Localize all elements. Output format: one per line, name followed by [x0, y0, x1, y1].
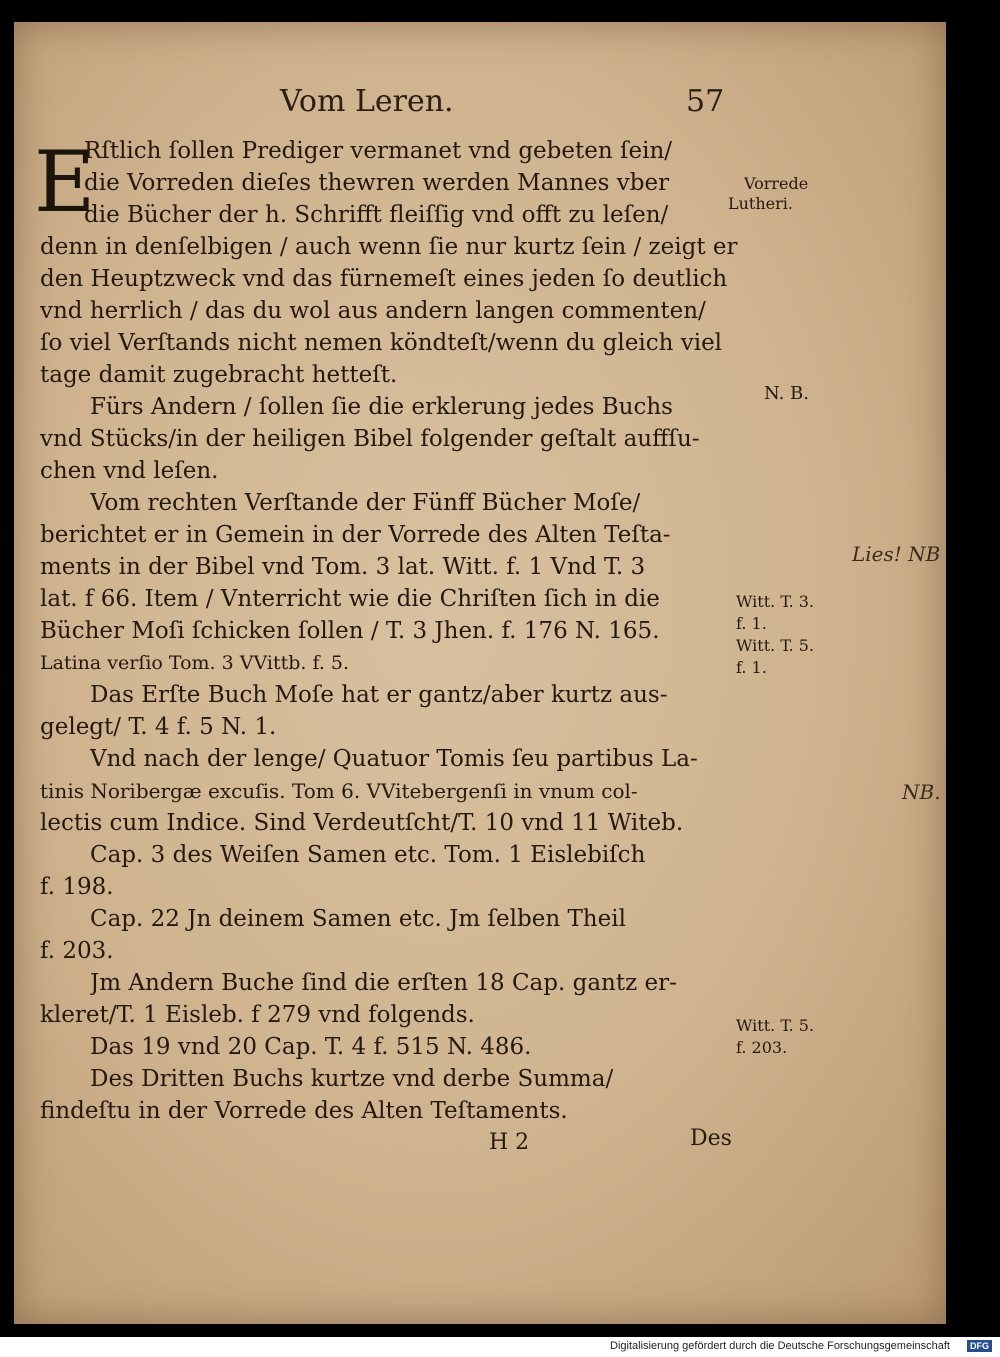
handwritten-note: NB.: [902, 780, 941, 804]
margin-note: f. 203.: [736, 1038, 788, 1057]
text-line: Vom rechten Verſtande der Fünff Bücher Moſe/: [90, 490, 641, 516]
banner-text: Digitalisierung gefördert durch die Deutsche Forschungsgemeinschaft: [610, 1340, 950, 1352]
text-line: chen vnd leſen.: [40, 458, 219, 484]
text-line: Fürs Andern / ſollen ſie die erklerung jedes Buchs: [90, 394, 673, 420]
text-line: f. 198.: [40, 874, 114, 900]
digitization-banner: [0, 1337, 1000, 1357]
text-line: ments in der Bibel vnd Tom. 3 lat. Witt. f. 1 Vnd T. 3: [40, 554, 646, 580]
text-line: Latina verſio Tom. 3 VVittb. f. 5.: [40, 652, 350, 674]
margin-note: Witt. T. 5.: [736, 1016, 815, 1035]
text-line: Cap. 3 des Weiſen Samen etc. Tom. 1 Eislebiſch: [90, 842, 646, 868]
page-number: 57: [686, 84, 725, 119]
text-line: berichtet er in Gemein in der Vorrede des Alten Teſta-: [40, 522, 671, 548]
running-title: Vom Leren.: [280, 84, 454, 119]
margin-note: Lutheri.: [728, 194, 793, 213]
text-line: Rſtlich ſollen Prediger vermanet vnd gebeten ſein/: [84, 138, 673, 164]
signature-mark: H 2: [489, 1130, 530, 1155]
margin-note: Witt. T. 3.: [736, 592, 815, 611]
dfg-logo: DFG: [967, 1340, 992, 1352]
catchword: Des: [690, 1126, 732, 1151]
text-line: Cap. 22 Jn deinem Samen etc. Jm ſelben Theil: [90, 906, 626, 932]
margin-note: f. 1.: [736, 614, 767, 633]
handwritten-note: Lies! NB: [852, 542, 941, 566]
text-line: denn in denſelbigen / auch wenn ſie nur kurtz ſein / zeigt er: [40, 234, 738, 260]
text-line: ſo viel Verſtands nicht nemen köndteſt/wenn du gleich viel: [40, 330, 723, 356]
margin-note: N. B.: [764, 383, 809, 404]
text-line: Jm Andern Buche ſind die erſten 18 Cap. gantz er-: [90, 970, 677, 996]
text-line: Des Dritten Buchs kurtze vnd derbe Summa/: [90, 1066, 614, 1092]
margin-note: f. 1.: [736, 658, 767, 677]
text-line: lat. f 66. Item / Vnterricht wie die Chriſten ſich in die: [40, 586, 660, 612]
book-page: [14, 22, 946, 1324]
text-line: tinis Noribergæ excuſis. Tom 6. VVitebergenſi in vnum col-: [40, 779, 638, 803]
text-line: gelegt/ T. 4 f. 5 N. 1.: [40, 714, 277, 740]
text-line: f. 203.: [40, 938, 114, 964]
text-line: Das 19 vnd 20 Cap. T. 4 f. 515 N. 486.: [90, 1034, 532, 1060]
text-line: die Bücher der h. Schrifft fleiſſig vnd offt zu leſen/: [84, 202, 669, 228]
margin-note: Vorrede: [744, 174, 809, 193]
text-line: Bücher Moſi ſchicken ſollen / T. 3 Jhen. f. 176 N. 165.: [40, 618, 660, 644]
margin-note: Witt. T. 5.: [736, 636, 815, 655]
text-line: Vnd nach der lenge/ Quatuor Tomis ſeu partibus La-: [90, 746, 698, 772]
text-line: die Vorreden dieſes thewren werden Mannes vber: [84, 170, 670, 196]
text-line: findeſtu in der Vorrede des Alten Teſtaments.: [40, 1098, 568, 1124]
drop-cap: E: [34, 133, 96, 231]
text-line: kleret/T. 1 Eisleb. f 279 vnd folgends.: [40, 1002, 475, 1028]
text-line: vnd herrlich / das du wol aus andern langen commenten/: [40, 298, 706, 324]
text-line: lectis cum Indice. Sind Verdeutſcht/T. 10 vnd 11 Witeb.: [40, 810, 684, 836]
text-line: tage damit zugebracht hetteſt.: [40, 362, 398, 388]
text-line: vnd Stücks/in der heiligen Bibel folgender geſtalt auffſu-: [40, 426, 700, 452]
text-line: den Heuptzweck vnd das fürnemeſt eines jeden ſo deutlich: [40, 266, 728, 292]
text-line: Das Erſte Buch Moſe hat er gantz/aber kurtz aus-: [90, 682, 668, 708]
